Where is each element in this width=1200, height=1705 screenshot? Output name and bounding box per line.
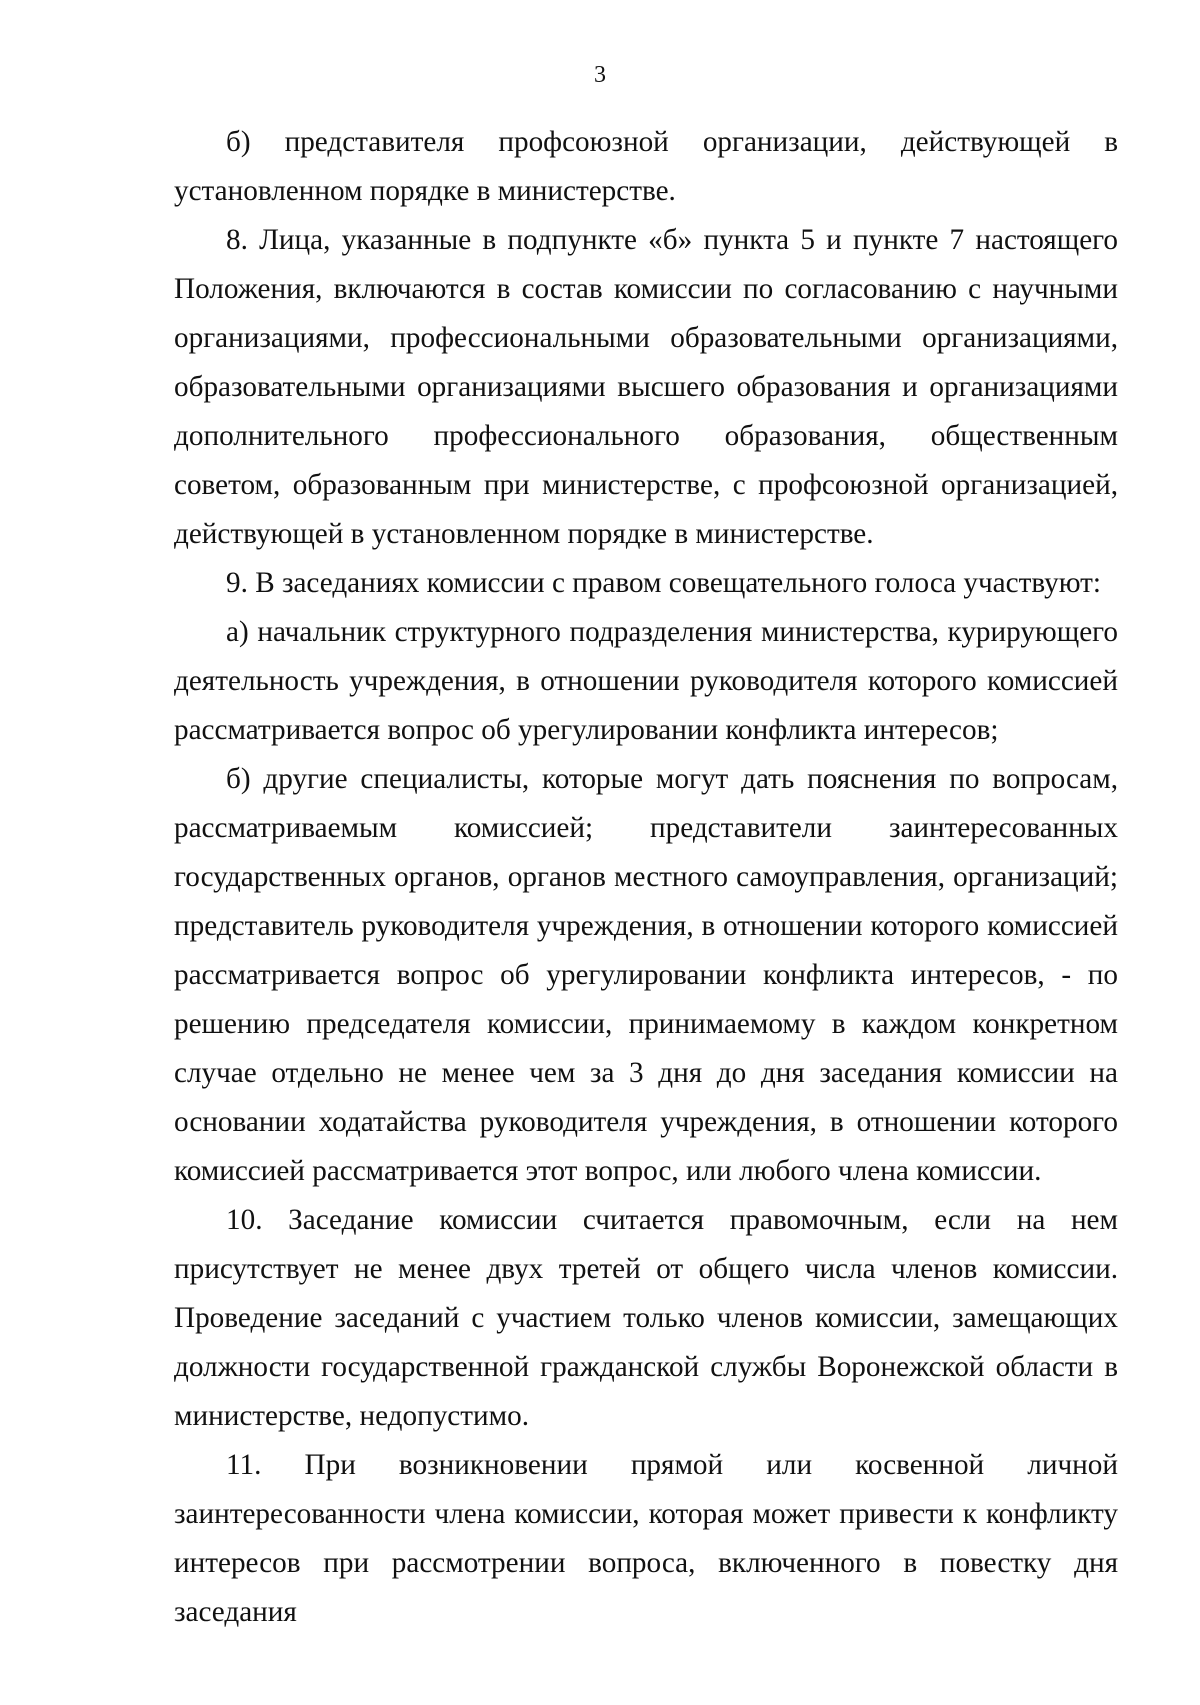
paragraph-11: 11. При возникновении прямой или косвенной личной заинтересованности члена комиссии, которая может привести к конфликту интересов при рассмотрении вопроса, включенного в повестку дня заседания <box>174 1449 1118 1628</box>
paragraph-7b: б) представителя профсоюзной организации, действующей в установленном порядке в министерстве. <box>174 126 1118 207</box>
page-number: 3 <box>594 62 606 88</box>
paragraph-9: 9. В заседаниях комиссии с правом совещательного голоса участвуют: <box>226 567 1101 599</box>
paragraph-8: 8. Лица, указанные в подпункте «б» пункта 5 и пункте 7 настоящего Положения, включаются в состав комиссии по согласованию с научными организациями, профессиональными образовательными организациями, образовательными организациями высшего образования и организациями дополнительного профессионального образования, общественным советом, образованным при министерстве, с профсоюзной организацией, действующей в установленном порядке в министерстве. <box>174 224 1118 550</box>
paragraph-9a: а) начальник структурного подразделения министерства, курирующего деятельность учреждения, в отношении руководителя которого комиссией рассматривается вопрос об урегулировании конфликта интересов; <box>174 616 1118 746</box>
document-body <box>174 118 1118 1637</box>
paragraph-10: 10. Заседание комиссии считается правомочным, если на нем присутствует не менее двух третей от общего числа членов комиссии. Проведение заседаний с участием только членов комиссии, замещающих должности государственной гражданской службы Воронежской области в министерстве, недопустимо. <box>174 1204 1118 1432</box>
paragraph-9b: б) другие специалисты, которые могут дать пояснения по вопросам, рассматриваемым комиссией; представители заинтересованных государственных органов, органов местного самоуправления, организаций; представитель руководителя учреждения, в отношении которого комиссией рассматривается вопрос об урегулировании конфликта интересов, - по решению председателя комиссии, принимаемому в каждом конкретном случае отдельно не менее чем за 3 дня до дня заседания комиссии на основании ходатайства руководителя учреждения, в отношении которого комиссией рассматривается этот вопрос, или любого члена комиссии. <box>174 763 1118 1187</box>
